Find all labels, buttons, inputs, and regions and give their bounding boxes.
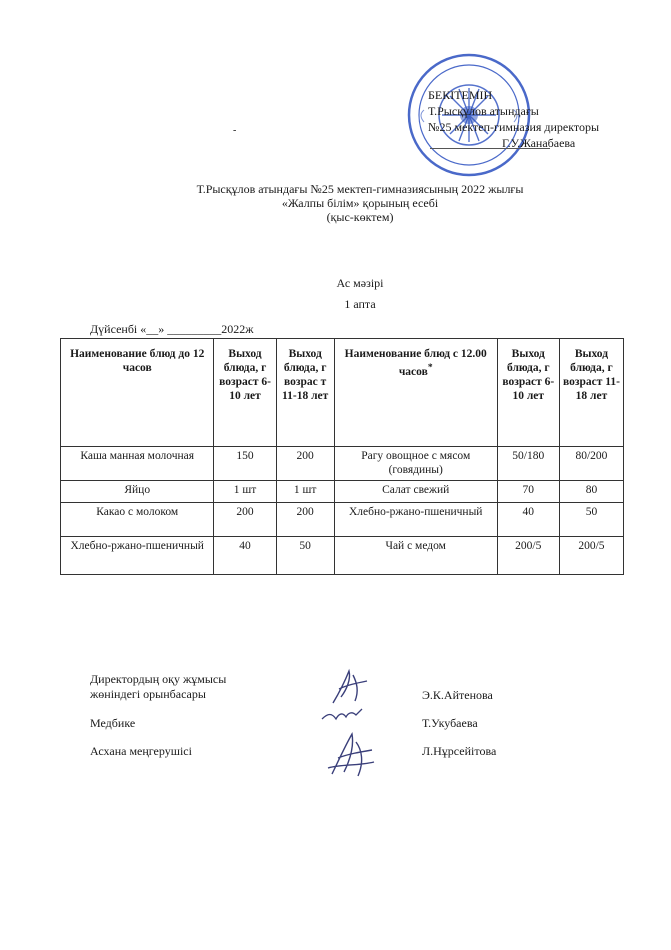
signature-label-canteen: Асхана меңгерушісі [90,744,192,758]
cell-dish: Чай с медом [334,537,497,575]
table-header-row [61,339,624,447]
handwritten-signature-icon [322,728,382,780]
approval-signature-line [430,148,550,149]
menu-date: Дүйсенбі «__» _________2022ж [90,322,254,336]
cell-dish: Какао с молоком [61,503,214,537]
cell-dish: Каша манная молочная [61,447,214,481]
cell-portion: 200 [276,503,334,537]
table-row [61,481,624,503]
signature-name-deputy: Э.К.Айтенова [422,688,493,702]
signature-name-nurse: Т.Укубаева [422,716,478,730]
handwritten-signature-icon [318,705,368,729]
cell-dish: Салат свежий [334,481,497,503]
cell-portion: 80 [559,481,623,503]
menu-week: 1 апта [344,297,376,311]
menu-title: Ас мәзірі [336,276,384,290]
cell-portion: 150 [214,447,276,481]
cell-portion: 200/5 [497,537,559,575]
approval-school: Т.Рысқұлов атындағы [428,104,539,118]
header-portion-11-18-morning: Выход блюда, г возрас т 11-18 лет [276,339,334,447]
handwritten-signature-icon [325,665,375,707]
approval-director-name: Г.У.Жанабаева [502,136,576,150]
table-row [61,447,624,481]
report-title-line3: (қыс-көктем) [326,210,394,224]
cell-portion: 70 [497,481,559,503]
cell-portion: 50/180 [497,447,559,481]
cell-portion: 200 [276,447,334,481]
signature-label-deputy: Директордың оқу жұмысы жөніндегі орынбасары [90,672,227,701]
cell-portion: 40 [214,537,276,575]
cell-portion: 50 [276,537,334,575]
cell-portion: 200/5 [559,537,623,575]
report-title-line2: «Жалпы білім» қорының есебі [281,196,439,210]
approval-block [420,87,660,151]
footnote-mark: * [427,362,433,373]
signature-name-canteen: Л.Нұрсейітова [422,744,497,758]
header-portion-6-10-afternoon: Выход блюда, г возраст 6-10 лет [497,339,559,447]
cell-dish: Яйцо [61,481,214,503]
dash-mark: - [233,125,237,136]
header-dish-afternoon: Наименование блюд с 12.00 часов* [334,339,497,447]
cell-portion: 50 [559,503,623,537]
header-dish-morning: Наименование блюд до 12 часов [61,339,214,447]
cell-portion: 1 шт [276,481,334,503]
menu-table [60,338,624,575]
report-title-line1: Т.Рысқұлов атындағы №25 мектеп-гимназиясының 2022 жылғы [196,182,524,196]
table-row [61,503,624,537]
header-portion-11-18-afternoon: Выход блюда, г возраст 11-18 лет [559,339,623,447]
cell-portion: 200 [214,503,276,537]
cell-portion: 40 [497,503,559,537]
cell-portion: 1 шт [214,481,276,503]
signature-label-nurse: Медбике [90,716,136,730]
table-row [61,537,624,575]
cell-dish: Рагу овощное с мясом (говядины) [334,447,497,481]
cell-dish: Хлебно-ржано-пшеничный [61,537,214,575]
cell-portion: 80/200 [559,447,623,481]
approval-position: №25 мектеп-гимназия директоры [428,120,600,134]
approval-title: БЕКІТЕМІН [428,88,493,102]
cell-dish: Хлебно-ржано-пшеничный [334,503,497,537]
header-portion-6-10-morning: Выход блюда, г возраст 6-10 лет [214,339,276,447]
